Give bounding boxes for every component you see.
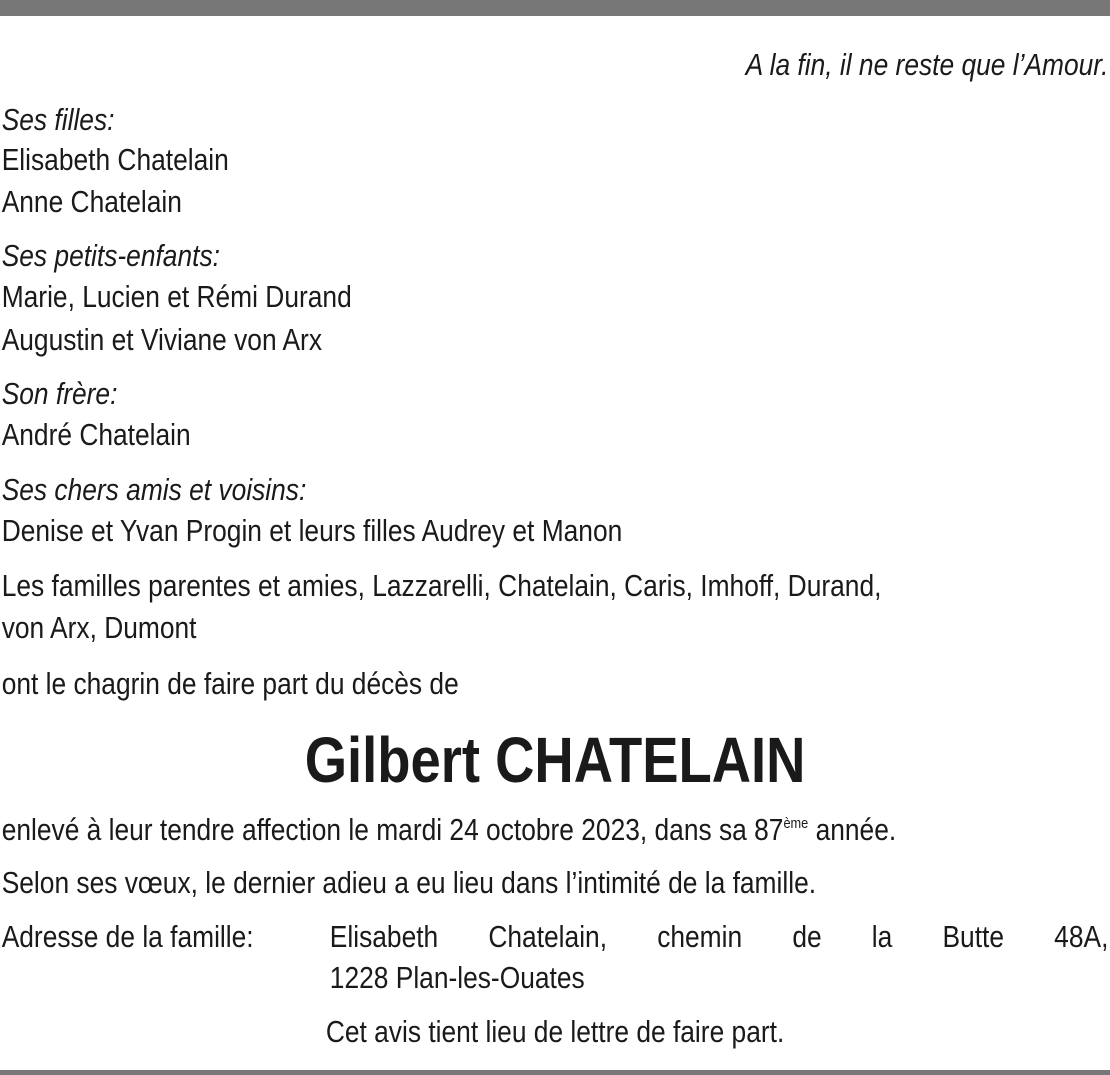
quote: A la fin, il ne reste que l’Amour. bbox=[745, 47, 1109, 82]
bottom-rule bbox=[0, 1070, 1110, 1075]
relative-name: Elisabeth Chatelain bbox=[1, 142, 229, 177]
address-label: Adresse de la famille: bbox=[1, 919, 254, 954]
relative-name: Denise et Yvan Progin et leurs filles Audrey et Manon bbox=[1, 513, 623, 548]
relative-name: Marie, Lucien et Rémi Durand bbox=[1, 279, 352, 314]
death-text-end: année. bbox=[808, 812, 897, 847]
death-details bbox=[2, 810, 896, 850]
closing-note: Cet avis tient lieu de lettre de faire part. bbox=[325, 1014, 785, 1049]
funeral-info: Selon ses vœux, le dernier adieu a eu lieu dans l’intimité de la famille. bbox=[1, 865, 817, 900]
ordinal-suffix: ème bbox=[783, 815, 809, 832]
section-heading: Ses petits-enfants: bbox=[1, 238, 220, 273]
announcement: ont le chagrin de faire part du décès de bbox=[1, 666, 459, 701]
deceased-name: Gilbert CHATELAIN bbox=[304, 724, 806, 796]
families-line: Les familles parentes et amies, Lazzarelli, Chatelain, Caris, Imhoff, Durand, bbox=[1, 568, 882, 603]
section-heading: Ses chers amis et voisins: bbox=[1, 472, 307, 507]
address-line: Elisabeth Chatelain, chemin de la Butte 48A, bbox=[329, 919, 1109, 954]
address-line: 1228 Plan-les-Ouates bbox=[329, 960, 585, 995]
relative-name: Anne Chatelain bbox=[1, 184, 182, 219]
relative-name: Augustin et Viviane von Arx bbox=[1, 322, 323, 357]
relative-name: André Chatelain bbox=[1, 417, 191, 452]
families-line: von Arx, Dumont bbox=[1, 610, 197, 645]
section-heading: Son frère: bbox=[1, 376, 118, 411]
death-text: enlevé à leur tendre affection le mardi 24 octobre 2023, dans sa 87 bbox=[1, 812, 784, 847]
section-heading: Ses filles: bbox=[1, 102, 115, 137]
